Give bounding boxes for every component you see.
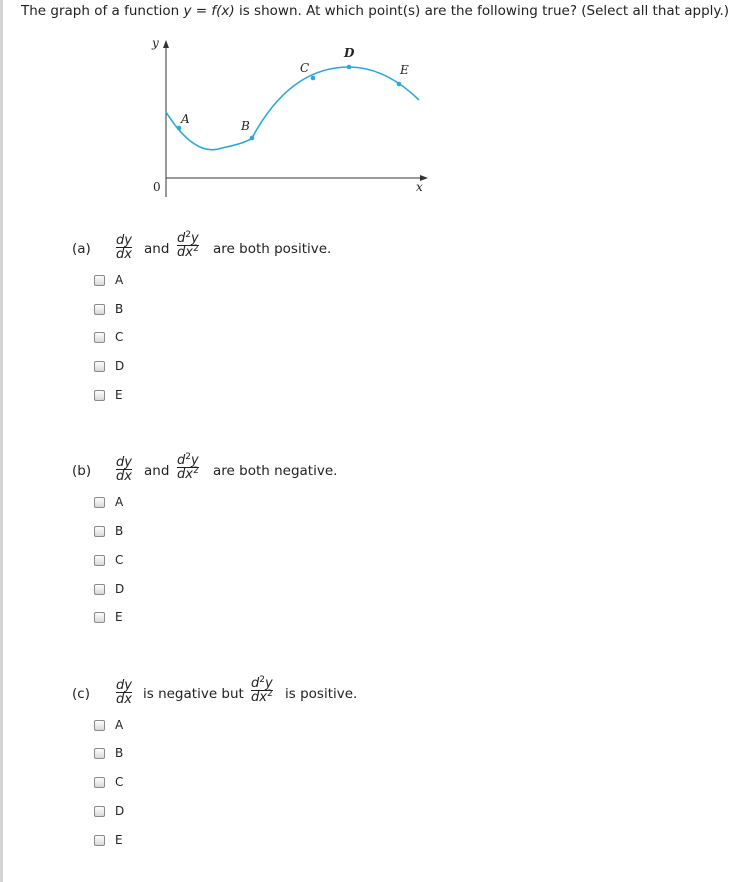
part-c-option-c[interactable]: C xyxy=(94,775,123,789)
part-a-option-c[interactable]: C xyxy=(94,330,123,344)
part-a-connector: and xyxy=(144,241,170,257)
point-c xyxy=(311,76,316,81)
part-b-label: (b) xyxy=(72,463,92,479)
point-c-label: C xyxy=(300,61,310,75)
point-d xyxy=(347,65,352,70)
function-graph xyxy=(0,0,733,210)
y-axis-label: y xyxy=(152,36,159,50)
part-c-label: (c) xyxy=(72,686,90,702)
checkbox[interactable] xyxy=(94,390,105,401)
checkbox[interactable] xyxy=(94,555,105,566)
part-b-option-b[interactable]: B xyxy=(94,524,123,538)
part-c-connector: is negative but xyxy=(143,686,244,702)
part-a-tail: are both positive. xyxy=(213,241,332,257)
x-axis-label: x xyxy=(416,180,423,194)
part-c-option-e[interactable]: E xyxy=(94,833,123,847)
part-c-tail: is positive. xyxy=(285,686,358,702)
part-b-option-e[interactable]: E xyxy=(94,610,123,624)
part-c-dy-dx: $\frac{dy}{dx}$ xyxy=(116,678,132,707)
part-a-option-a[interactable]: A xyxy=(94,273,123,287)
checkbox[interactable] xyxy=(94,275,105,286)
checkbox[interactable] xyxy=(94,584,105,595)
checkbox[interactable] xyxy=(94,304,105,315)
part-b-option-a[interactable]: A xyxy=(94,495,123,509)
question-text: The graph of a function y = f(x) is shown. At which point(s) are the following true? (Select all that apply.) xyxy=(21,3,730,19)
part-a-dy-dx: $\frac{dy}{dx}$ xyxy=(116,233,132,262)
part-b-option-d[interactable]: D xyxy=(94,582,124,596)
part-b-d2y-dx2: $\frac{d^2y}{dx^2}$ xyxy=(177,452,199,482)
checkbox[interactable] xyxy=(94,526,105,537)
part-a-option-b[interactable]: B xyxy=(94,302,123,316)
point-a xyxy=(177,126,182,131)
origin-label: 0 xyxy=(153,180,161,194)
point-a-label: A xyxy=(181,112,190,126)
part-b-tail: are both negative. xyxy=(213,463,338,479)
part-b-connector: and xyxy=(144,463,170,479)
part-c-option-b[interactable]: B xyxy=(94,746,123,760)
point-d-label: D xyxy=(344,46,355,60)
checkbox[interactable] xyxy=(94,612,105,623)
point-e-label: E xyxy=(400,63,409,77)
checkbox[interactable] xyxy=(94,332,105,343)
checkbox[interactable] xyxy=(94,777,105,788)
part-b-dy-dx: $\frac{dy}{dx}$ xyxy=(116,455,132,484)
part-a-label: (a) xyxy=(72,241,91,257)
part-c-option-a[interactable]: A xyxy=(94,718,123,732)
checkbox[interactable] xyxy=(94,361,105,372)
part-a-option-e[interactable]: E xyxy=(94,388,123,402)
part-b-option-c[interactable]: C xyxy=(94,553,123,567)
point-b xyxy=(250,136,255,141)
checkbox[interactable] xyxy=(94,497,105,508)
function-curve xyxy=(166,67,419,150)
checkbox[interactable] xyxy=(94,720,105,731)
part-a-d2y-dx2: $\frac{d^2y}{dx^2}$ xyxy=(177,230,199,260)
part-c-option-d[interactable]: D xyxy=(94,804,124,818)
checkbox[interactable] xyxy=(94,835,105,846)
checkbox[interactable] xyxy=(94,748,105,759)
point-e xyxy=(397,82,402,87)
point-b-label: B xyxy=(241,119,250,133)
part-a-option-d[interactable]: D xyxy=(94,359,124,373)
checkbox[interactable] xyxy=(94,806,105,817)
part-c-d2y-dx2: $\frac{d^2y}{dx^2}$ xyxy=(251,675,273,705)
